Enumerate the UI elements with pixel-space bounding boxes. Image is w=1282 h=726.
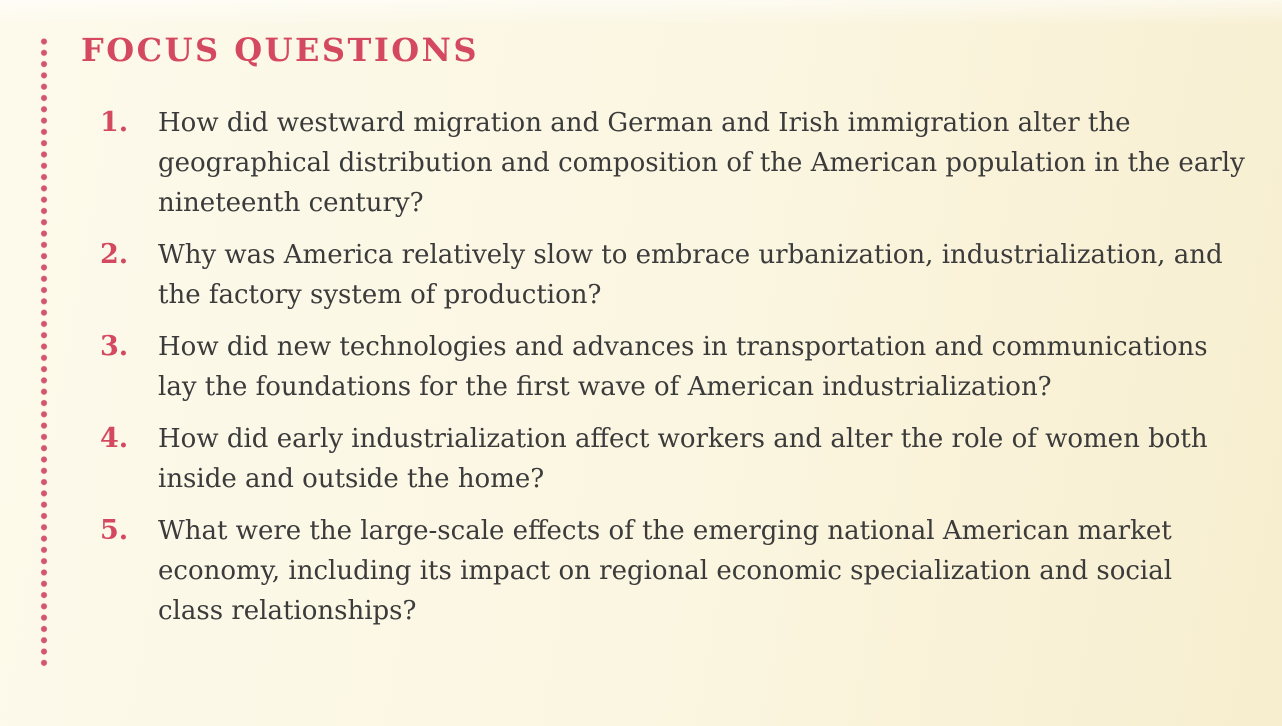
- question-item-4: [100, 419, 1245, 499]
- question-number: 1.: [100, 107, 129, 138]
- question-text: How did early industrialization affect workers and alter the role of women both inside and outside the home?: [158, 424, 1208, 494]
- question-text: Why was America relatively slow to embrace urbanization, industrialization, and the factory system of production?: [158, 240, 1223, 310]
- question-text: What were the large-scale effects of the emerging national American market economy, including its impact on regional economic specialization and social class relationships?: [158, 516, 1173, 626]
- question-item-1: [100, 103, 1245, 223]
- question-number: 2.: [100, 239, 129, 270]
- question-text: How did new technologies and advances in transportation and communications lay the foundations for the first wave of American industrialization?: [158, 332, 1208, 402]
- question-number: 5.: [100, 515, 129, 546]
- question-text: How did westward migration and German and Irish immigration alter the geographical distribution and composition of the American population in the early nineteenth century?: [158, 108, 1245, 218]
- question-item-2: [100, 235, 1245, 315]
- focus-questions-heading: FOCUS QUESTIONS: [81, 31, 480, 69]
- dotted-divider: [39, 36, 49, 668]
- question-item-5: [100, 511, 1245, 631]
- focus-questions-list: [100, 103, 1245, 643]
- question-number: 4.: [100, 423, 129, 454]
- question-item-3: [100, 327, 1245, 407]
- question-number: 3.: [100, 331, 129, 362]
